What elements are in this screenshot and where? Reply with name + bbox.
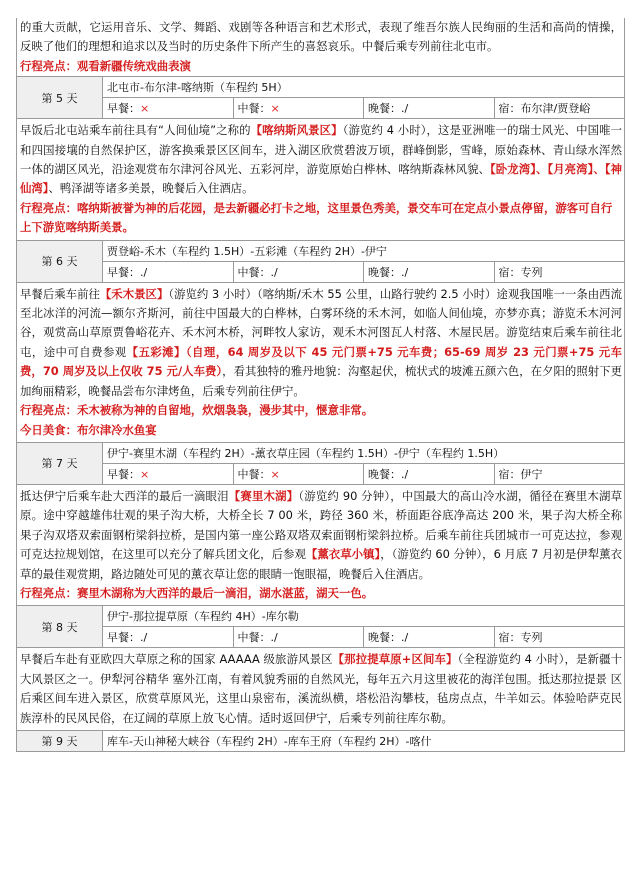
day9-label: 第 9 天 — [17, 730, 103, 751]
day5-body — [16, 119, 625, 239]
day5-breakfast: 早餐：× — [103, 98, 234, 119]
day7-dinner: 晚餐：./ — [364, 463, 495, 484]
day8-stay: 宿：专列 — [494, 627, 625, 648]
day7-description: 抵达伊宁后乘车赴大西洋的最后一滴眼泪【赛里木湖】（游览约 90 分钟），中国最大的高山冷水湖，循径在赛里木湖草原。途中穿越雄伟壮观的果子沟大桥，大桥全长 7 00 米，跨径 360 米，桥面距谷底净高达 200 米，果子沟大桥全称果子沟双塔双索面钢桁梁斜拉桥，是国内第一座公路双塔双索面钢桁梁斜拉桥。后乘车前往兵团城市一可克达拉，参观可克达拉规划馆，在这里可以充分了解兵团文化，后参观【薰衣草小镇】，（游览约 60 分钟），6 月底 7 月初是伊犁薰衣草的最佳观赏期，路边随处可见的薰衣草让您的眼睛一饱眼福，晚餐后入住酒店。 — [20, 488, 622, 581]
day8-header-table — [16, 605, 625, 648]
day7-breakfast: 早餐：× — [103, 463, 234, 484]
day8-route: 伊宁-那拉提草原（车程约 4H）-库尔勒 — [103, 606, 625, 627]
day7-highlight: 行程亮点：赛里木湖称为大西洋的最后一滴泪，湖水湛蓝，湖天一色。 — [20, 585, 374, 600]
day6-food: 今日美食：布尔津冷水鱼宴 — [20, 422, 157, 437]
day8-description: 早餐后车赴有亚欧四大草原之称的国家 AAAAA 级旅游风景区【那拉提草原+区间车】（全程游览约 4 小时），是新疆十大风景区之一。伊犁河谷精华 塞外江南，有着风貌秀丽的自然风光，每年五六月这里被花的海洋包围。抵达那拉提景 区后乘区间车进入景区，欣赏草原风光，这里山泉密布，溪流纵横，塔松沿沟攀枝，毡房点点，牛羊如云。体验哈萨克民族淳朴的民风民俗，在辽阔的草原上放飞心情。适时返回伊宁，后乘专列前往库尔勒。 — [20, 652, 622, 725]
day4-tail — [16, 18, 625, 76]
no-meal-icon: × — [140, 102, 150, 116]
day6-highlight: 行程亮点：禾木被称为神的自留地，炊烟袅袅，漫步其中，惬意非常。 — [20, 403, 374, 418]
day8-body — [16, 648, 625, 730]
day5-stay: 宿：布尔津/贾登峪 — [494, 98, 625, 119]
day6-header-table — [16, 240, 625, 283]
day5-label: 第 5 天 — [17, 77, 103, 119]
day7-stay: 宿：伊宁 — [494, 463, 625, 484]
day6-label: 第 6 天 — [17, 240, 103, 282]
day6-breakfast: 早餐：./ — [103, 261, 234, 282]
day8-label: 第 8 天 — [17, 606, 103, 648]
day6-stay: 宿：专列 — [494, 261, 625, 282]
intro-paragraph: 的重大贡献，它运用音乐、文学、舞蹈、戏剧等各种语言和艺术形式，表现了维吾尔族人民绚丽的生活和高尚的情操，反映了他们的理想和追求以及当时的历史条件下所产生的喜怒哀乐。中餐后乘专列前往北屯市。 — [20, 20, 622, 54]
day5-route: 北屯市-布尔津-喀纳斯（车程约 5H） — [103, 77, 625, 98]
day8-dinner: 晚餐：./ — [364, 627, 495, 648]
day7-lunch: 中餐：× — [233, 463, 364, 484]
day4-highlight: 行程亮点：观看新疆传统戏曲表演 — [20, 58, 191, 73]
day7-route: 伊宁-赛里木湖（车程约 2H）-薰衣草庄园（车程约 1.5H）-伊宁（车程约 1.5H） — [103, 442, 625, 463]
day9-header-table — [16, 730, 625, 752]
day6-body — [16, 283, 625, 442]
day7-label: 第 7 天 — [17, 442, 103, 484]
no-meal-icon: × — [270, 102, 280, 116]
no-meal-icon: × — [270, 467, 280, 481]
day8-lunch: 中餐：./ — [233, 627, 364, 648]
day5-description: 早饭后北屯站乘车前往具有“人间仙境”之称的【喀纳斯风景区】（游览约 4 小时），这是亚洲唯一的瑞士风光、中国唯一和四国接壤的自然保护区，游客换乘景区区间车，进入湖区欣赏碧波万顷，群峰倒影，雪峰，原始森林、青山绿水浑然一体的湖区风光，沿途观赏布尔津河谷风光、五彩河岸，游览原始白桦林、喀纳斯森林风貌、【卧龙湾】、【月亮湾】、【神仙湾】、鸭泽湖等诸多美景，晚餐后入住酒店。 — [20, 123, 622, 196]
day5-header-table — [16, 76, 625, 119]
day8-breakfast: 早餐：./ — [103, 627, 234, 648]
day5-highlight: 行程亮点：喀纳斯被誉为神的后花园，是去新疆必打卡之地，这里景色秀美，景交车可在定点小景点停留，游客可自行上下游览喀纳斯美景。 — [20, 200, 613, 235]
itinerary-page — [16, 18, 625, 752]
day6-lunch: 中餐：./ — [233, 261, 364, 282]
day7-header-table — [16, 442, 625, 485]
no-meal-icon: × — [140, 467, 150, 481]
day5-lunch: 中餐：× — [233, 98, 364, 119]
day5-dinner: 晚餐：./ — [364, 98, 495, 119]
day6-description: 早餐后乘车前往【禾木景区】（游览约 3 小时）（喀纳斯/禾木 55 公里，山路行驶约 2.5 小时）途观我国唯一一条由西流至北冰洋的河流—额尔齐斯河，前往中国最大的白桦林，白雾环绕的禾木河，如临人间仙境，亦梦亦真；游览禾木河河谷，观赏高山草原贾鲁峪花卉、禾木河木桥，河畔牧人家访，观禾木河图瓦人村落、木屋民居。游览结束后乘车前往北屯，途中可自费参观【五彩滩】（自理，64 周岁及以下 45 元门票+75 元车费；65-69 周岁 23 元门票+75 元车费，70 周岁及以上仅收 75 元/人车费），看其独特的雅丹地貌：沟壑起伏，梳状式的坡滩五颜六色，在夕阳的照射下更加绚丽精彩，晚餐品尝布尔津烤鱼，后乘专列前往伊宁。 — [20, 286, 622, 398]
day6-dinner: 晚餐：./ — [364, 261, 495, 282]
day9-route: 库车-天山神秘大峡谷（车程约 2H）-库车王府（车程约 2H）-喀什 — [103, 730, 625, 751]
day6-route: 贾登峪-禾木（车程约 1.5H）-五彩滩（车程约 2H）-伊宁 — [103, 240, 625, 261]
day7-body — [16, 485, 625, 605]
